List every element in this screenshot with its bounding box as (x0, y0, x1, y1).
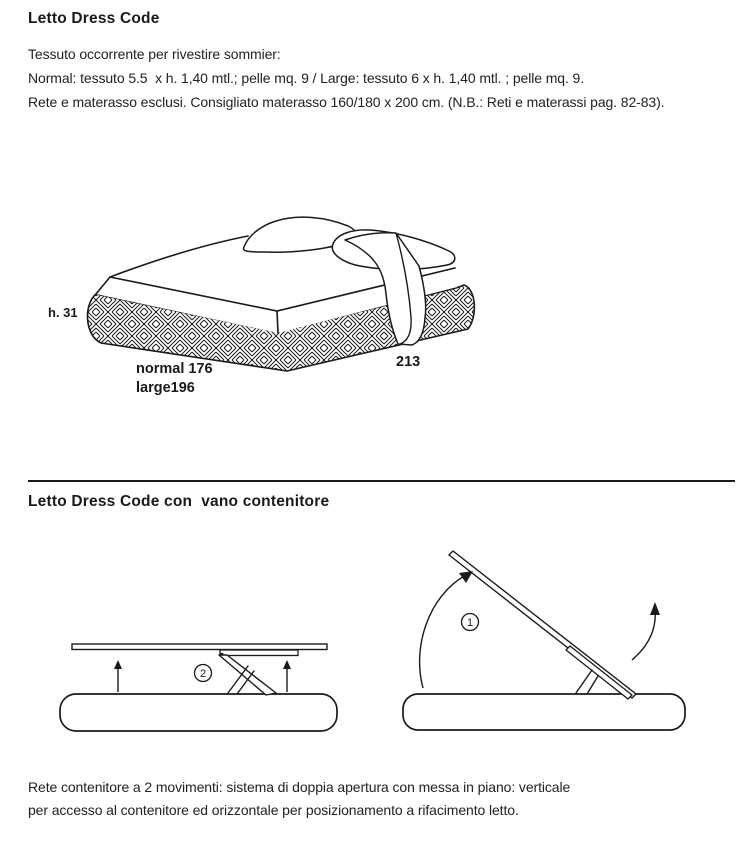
container-section-title: Letto Dress Code con vano contenitore (28, 493, 330, 510)
bed-depth-label: 213 (396, 354, 421, 370)
intro-line-2: Normal: tessuto 5.5 x h. 1,40 mtl.; pelle mq. 9 / Large: tessuto 6 x h. 1,40 mtl. ; pelle mq. 9. (28, 70, 585, 86)
up-arrow-right (283, 660, 291, 692)
step-1-number: 1 (466, 617, 474, 630)
mechanism-diagram-horizontal (50, 620, 350, 745)
base-slab (403, 694, 685, 730)
up-arrow-left (114, 660, 122, 692)
page-title: Letto Dress Code (28, 10, 160, 27)
step-2-marker (195, 665, 212, 682)
bed-height-label: h. 31 (48, 305, 78, 320)
container-desc-line-2: per accesso al contenitore ed orizzontale per posizionamento a rifacimento letto. (28, 802, 519, 818)
step-1-marker (462, 614, 479, 631)
mechanism-diagram-vertical (395, 540, 730, 740)
bed-illustration (40, 200, 490, 410)
support-legs (576, 670, 598, 694)
base-slab (60, 694, 337, 731)
step-2-number: 2 (199, 668, 207, 681)
bed-width-large-label: large196 (136, 380, 195, 396)
container-desc-line-1: Rete contenitore a 2 movimenti: sistema di doppia apertura con messa in piano: verticale (28, 779, 571, 795)
rotation-arrow-small (632, 602, 660, 660)
intro-line-3: Rete e materasso esclusi. Consigliato materasso 160/180 x 200 cm. (N.B.: Reti e materassi pag. 82-83). (28, 94, 665, 110)
intro-line-1: Tessuto occorrente per rivestire sommier: (28, 46, 281, 62)
platform-subframe (566, 646, 632, 699)
bed-width-normal-label: normal 176 (136, 361, 213, 377)
slat-subframe (220, 650, 298, 656)
section-divider (28, 480, 735, 482)
lift-strut (219, 655, 276, 695)
slat-platform (72, 644, 327, 650)
